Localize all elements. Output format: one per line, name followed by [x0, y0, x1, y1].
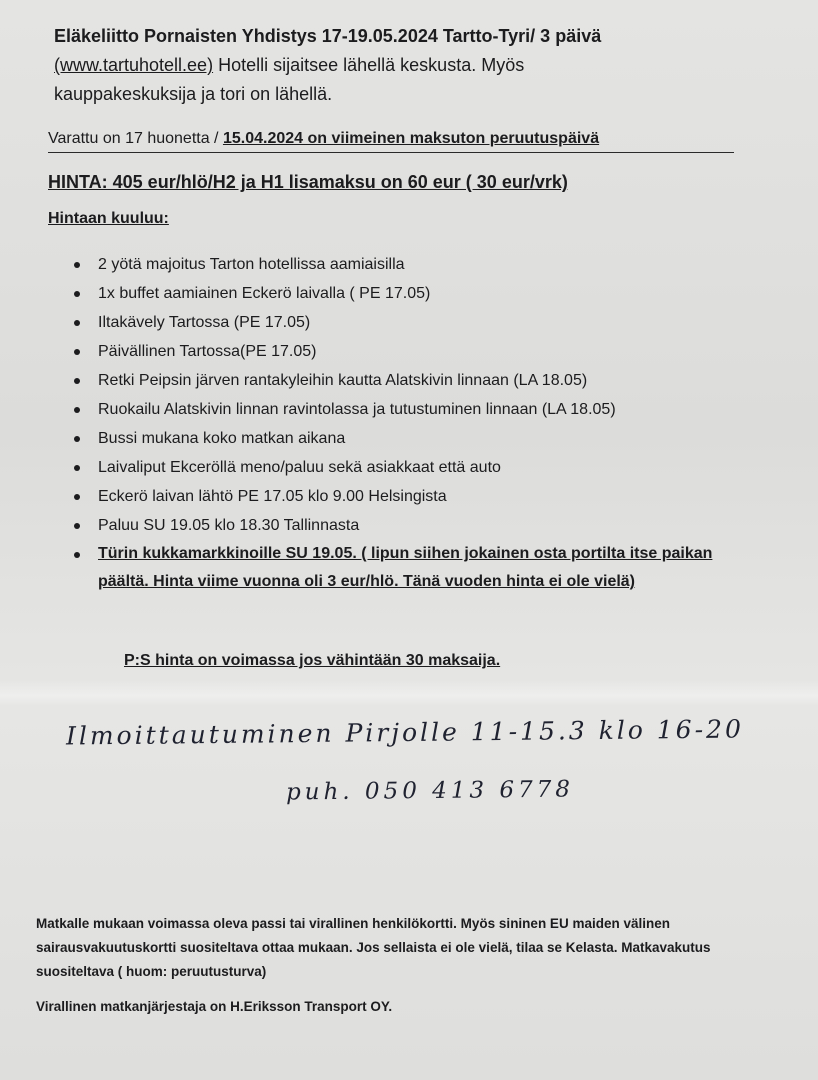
list-item: Iltakävely Tartossa (PE 17.05) [66, 308, 746, 337]
footer-documents: Matkalle mukaan voimassa oleva passi tai virallinen henkilökortti. Myös sininen EU maiden välinen sairausvakuutuskortti suositeltava ottaa mukaan. Jos sellaista ei ole vielä, tilaa se Kelasta. Matkavakutus suositeltava ( huom: peruutusturva) [36, 916, 711, 979]
list-item: Bussi mukana koko matkan aikana [66, 424, 746, 453]
list-item: Paluu SU 19.05 klo 18.30 Tallinnasta [66, 511, 746, 540]
included-items-list [66, 250, 746, 596]
header-line-2 [54, 51, 754, 80]
header-line-3: kauppakeskuksija ja tori on lähellä. [54, 84, 333, 104]
list-item: Laivaliput Ekceröllä meno/paluu sekä asiakkaat että auto [66, 453, 746, 482]
document-header [54, 22, 754, 109]
list-item: 1x buffet aamiainen Eckerö laivalla ( PE 17.05) [66, 279, 746, 308]
cancellation-deadline: 15.04.2024 on viimeinen maksuton peruutuspäivä [222, 130, 600, 147]
paper-fold [0, 680, 818, 706]
header-title: Eläkeliitto Pornaisten Yhdistys 17-19.05.2024 Tartto-Tyri/ 3 päivä [54, 26, 602, 46]
list-item: Ruokailu Alatskivin linnan ravintolassa ja tutustuminen linnaan (LA 18.05) [66, 395, 746, 424]
ps-note: P:S hinta on voimassa jos vähintään 30 maksaija. [124, 652, 501, 669]
header-line-2-text: Hotelli sijaitsee lähellä keskusta. Myös [213, 55, 525, 75]
includes-title: Hintaan kuuluu: [48, 210, 169, 227]
handwritten-phone: puh. 050 413 6778 [285, 776, 575, 806]
document-footer [36, 912, 756, 1019]
hotel-url: (www.tartuhotell.ee) [54, 55, 214, 75]
list-item: 2 yötä majoitus Tarton hotellissa aamiaisilla [66, 250, 746, 279]
reserved-rooms: Varattu on 17 huonetta / [48, 130, 223, 147]
list-item: Eckerö laivan lähtö PE 17.05 klo 9.00 Helsingista [66, 482, 746, 511]
list-item-flower-market: Türin kukkamarkkinoille SU 19.05. ( lipun siihen jokainen osta portilta itse paikan päältä. Hinta viime vuonna oli 3 eur/hlö. Tänä vuoden hinta ei ole vielä) [66, 540, 746, 596]
footer-organizer: Virallinen matkanjärjestaja on H.Eriksson Transport OY. [36, 999, 393, 1014]
handwritten-registration: Ilmoittautuminen Pirjolle 11-15.3 klo 16-20 [65, 714, 745, 751]
list-item: Retki Peipsin järven rantakyleihin kautta Alatskivin linnaan (LA 18.05) [66, 366, 746, 395]
reservation-line [48, 128, 734, 153]
list-item: Päivällinen Tartossa(PE 17.05) [66, 337, 746, 366]
price-line: HINTA: 405 eur/hlö/H2 ja H1 lisamaksu on 60 eur ( 30 eur/vrk) [48, 172, 568, 192]
